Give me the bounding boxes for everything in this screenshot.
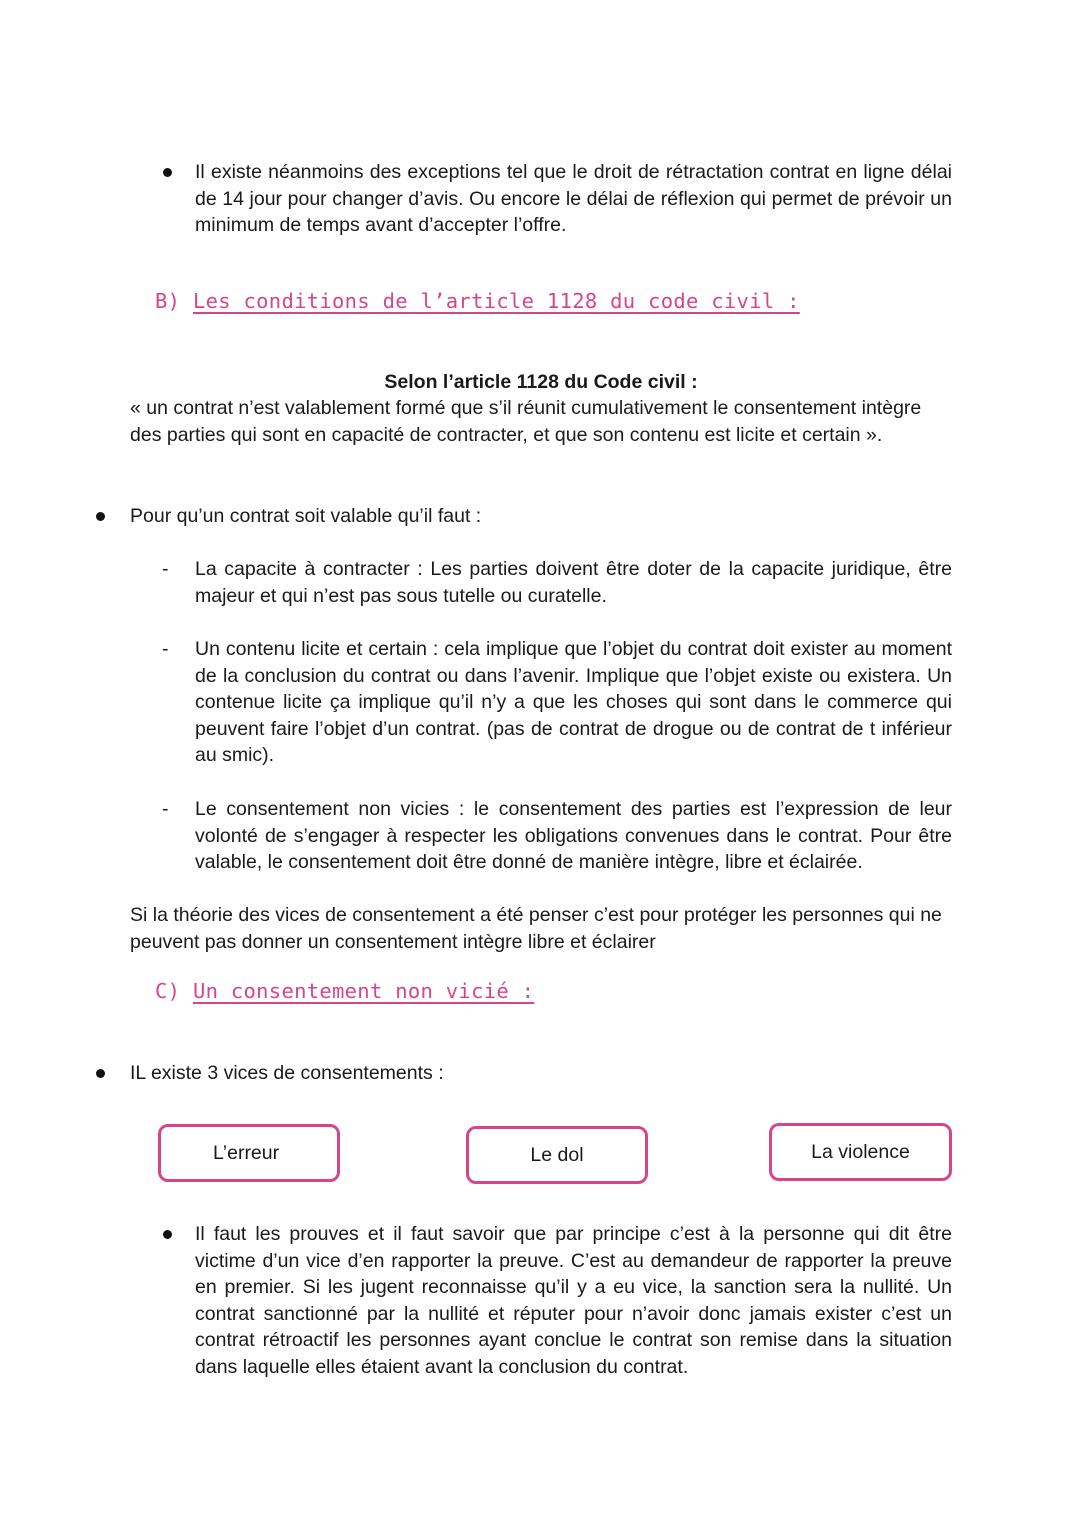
vice-box-erreur — [158, 1124, 340, 1182]
dash-icon: - — [162, 558, 169, 580]
theory-paragraph: Si la théorie des vices de consentement a été penser c’est pour protéger les personnes qui ne peuvent pas donner un consentement intègre libre et éclairer — [130, 904, 942, 953]
section-b-heading — [155, 289, 800, 313]
bullet-dot-icon — [163, 1230, 172, 1239]
vices-lead: IL existe 3 vices de consentements : — [130, 1062, 444, 1084]
vice-box-dol — [466, 1126, 648, 1184]
dash-icon: - — [162, 798, 169, 820]
section-b-prefix: B) — [155, 289, 181, 313]
intro-bullet-text: Il existe néanmoins des exceptions tel que le droit de rétractation contrat en ligne délai de 14 jour pour changer d’avis. Ou encore le délai de réflexion qui permet de prévoir un minimum de temps avant d’accepter l’offre. — [195, 161, 952, 236]
section-b-title: Les conditions de l’article 1128 du code civil : — [192, 289, 800, 313]
proof-bullet-text: Il faut les prouves et il faut savoir que par principe c’est à la personne qui dit être victime d’un vice d’en rapporter la preuve. C’est au demandeur de rapporter la preuve en premier. Si les jugent reconnaisse qu’il y a eu vice, la sanction sera la nullité. Un contrat sanctionné par la nullité et réputer pour n’avoir donc jamais exister c’est un contrat rétroactif les personnes ayant conclue le contrat son remise dans la situation dans laquelle elles étaient avant la conclusion du contrat. — [195, 1223, 952, 1378]
bullet-dot-icon — [96, 1069, 105, 1078]
bullet-dot-icon — [96, 512, 105, 521]
section-c-title: Un consentement non vicié : — [192, 979, 535, 1003]
article-quote: « un contrat n’est valablement formé que s’il réunit cumulativement le consentement intègre des parties qui sont en capacité de contracter, et que son contenu est licite et certain ». — [130, 397, 922, 446]
article-title: Selon l’article 1128 du Code civil : — [384, 371, 698, 393]
section-c-prefix: C) — [155, 979, 181, 1003]
vice-label: L’erreur — [213, 1141, 280, 1164]
vice-label: La violence — [811, 1140, 910, 1163]
vice-box-violence — [769, 1123, 952, 1181]
condition-item: La capacite à contracter : Les parties doivent être doter de la capacite juridique, être majeur et qui n’est pas sous tutelle ou curatelle. — [195, 558, 952, 607]
vice-label: Le dol — [530, 1143, 584, 1166]
conditions-lead: Pour qu’un contrat soit valable qu’il faut : — [130, 505, 482, 527]
condition-item: Un contenu licite et certain : cela implique que l’objet du contrat doit exister au moment de la conclusion du contrat ou dans l’avenir. Implique que l’objet existe ou existera. Un contenue licite ça implique qu’il n’y a que les choses qui sont dans le commerce qui peuvent faire l’objet d’un contrat. (pas de contrat de drogue ou de contrat de t inférieur au smic). — [195, 638, 952, 766]
bullet-dot-icon — [163, 168, 172, 177]
dash-icon: - — [162, 638, 169, 660]
condition-item: Le consentement non vicies : le consentement des parties est l’expression de leur volonté de s’engager à respecter les obligations convenues dans le contrat. Pour être valable, le consentement doit être donné de manière intègre, libre et éclairée. — [195, 798, 952, 873]
section-c-heading — [155, 979, 534, 1003]
